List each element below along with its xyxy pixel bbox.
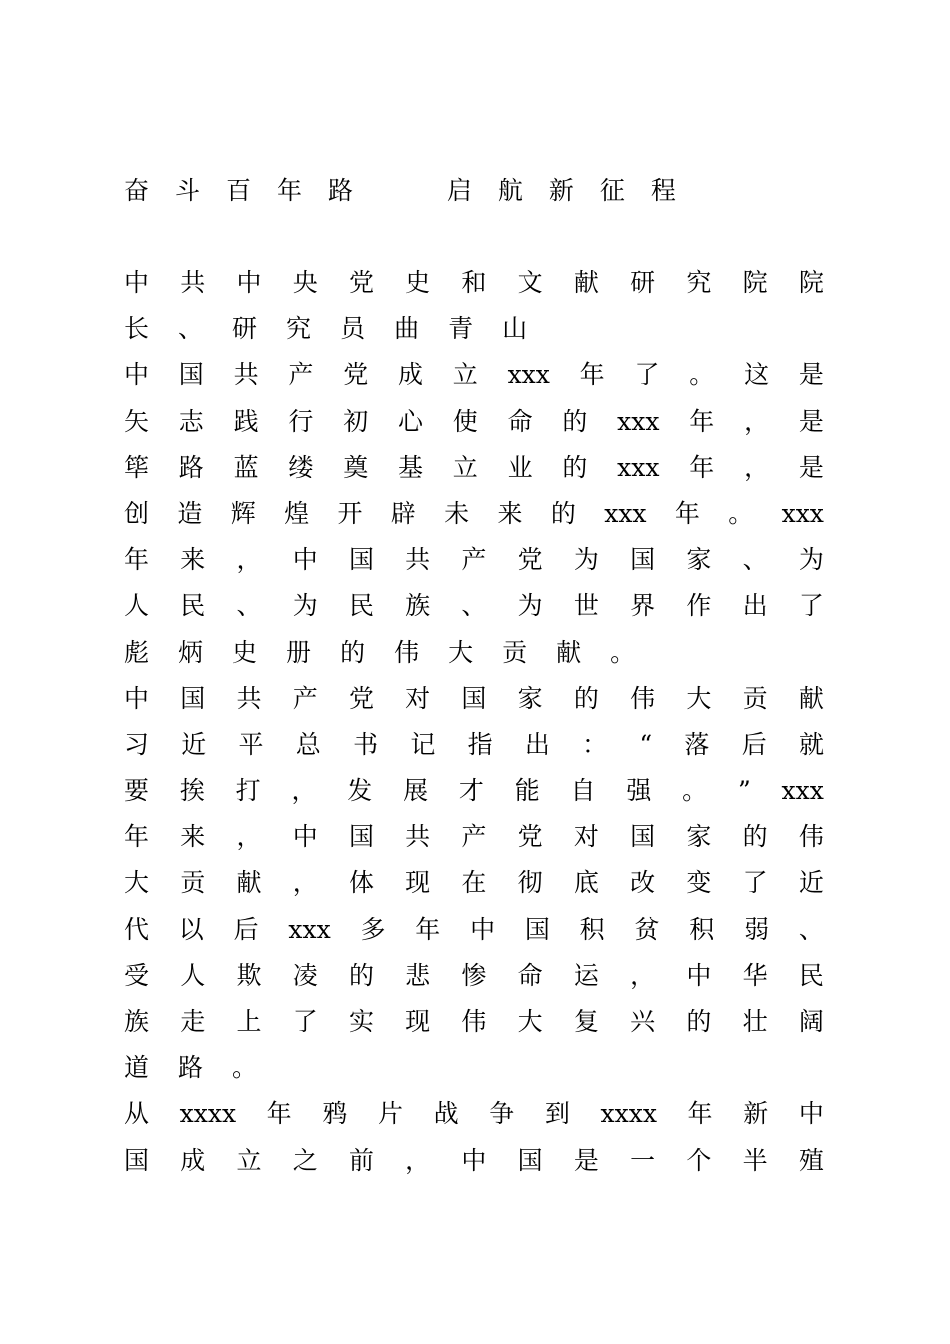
text-token: 创 <box>124 498 150 528</box>
text-token: 、 <box>798 914 824 944</box>
text-token: 是 <box>573 1145 599 1175</box>
text-token: 要 <box>124 776 150 806</box>
text-token: 走 <box>180 1007 206 1036</box>
text-token: 党 <box>517 822 543 852</box>
text-token: 的 <box>562 406 588 436</box>
text-token: 中 <box>470 914 496 944</box>
text-token: 半 <box>742 1145 768 1175</box>
text-token: 为 <box>292 591 318 621</box>
text-token: 记 <box>410 729 436 759</box>
text-token: 强 <box>626 776 652 806</box>
text-token: 家 <box>517 683 543 713</box>
text-token: 志 <box>178 406 204 436</box>
text-token: 共 <box>236 683 262 713</box>
text-token: 多 <box>360 914 386 944</box>
text-token: 。 <box>689 360 715 390</box>
text-token: 现 <box>405 868 431 898</box>
text-token: 开 <box>337 498 363 528</box>
text-token: 心 <box>397 406 423 436</box>
text-token: 家 <box>686 545 712 575</box>
text-token: 文 <box>517 268 543 297</box>
text-token: 了 <box>798 591 824 621</box>
text-token: xxx <box>288 914 331 944</box>
text-token: 党 <box>348 683 374 713</box>
text-token: 献 <box>573 268 599 297</box>
text-line <box>124 260 824 306</box>
text-token: 落 <box>684 729 710 759</box>
text-token: 从 <box>124 1099 150 1129</box>
text-line <box>124 768 824 814</box>
text-token: 贡 <box>742 683 768 713</box>
text-token: 了 <box>292 1007 318 1036</box>
text-line <box>124 999 824 1045</box>
text-token: 共 <box>405 545 431 575</box>
text-token: 国 <box>630 545 656 575</box>
text-token: 究 <box>286 314 312 344</box>
text-token: 年 <box>124 822 150 852</box>
text-token: 大 <box>517 1007 543 1036</box>
text-token: 院 <box>742 268 768 297</box>
text-line <box>124 1091 824 1137</box>
text-token: 中 <box>686 960 712 990</box>
text-token: 伟 <box>630 683 656 713</box>
text-token: 打 <box>235 776 261 806</box>
text-token: 央 <box>292 268 318 297</box>
text-token: 兴 <box>630 1007 656 1036</box>
text-token: 蓝 <box>233 452 259 482</box>
text-token: ， <box>630 960 656 990</box>
text-token: ， <box>236 545 262 575</box>
text-token: xxx <box>781 498 824 528</box>
text-token: 国 <box>524 914 550 944</box>
text-token: 、 <box>461 591 487 621</box>
text-token: 为 <box>517 591 543 621</box>
text-token: 复 <box>573 1007 599 1036</box>
text-token: 之 <box>292 1145 318 1175</box>
text-token: 年 <box>674 498 700 528</box>
text-token: 总 <box>295 729 321 759</box>
text-token: 辟 <box>390 498 416 528</box>
text-token: 和 <box>461 268 487 297</box>
text-token: 战 <box>433 1099 459 1129</box>
text-line <box>124 907 824 953</box>
text-token: 民 <box>798 960 824 990</box>
text-token: 才 <box>458 776 484 806</box>
text-token: 以 <box>178 914 204 944</box>
text-token: 国 <box>180 683 206 713</box>
text-token: 党 <box>517 545 543 575</box>
text-token: 产 <box>461 822 487 852</box>
text-line <box>124 537 824 583</box>
text-token: 伟 <box>394 637 420 667</box>
text-token: 底 <box>573 868 599 898</box>
text-token: xxxx <box>179 1099 237 1129</box>
text-token: 路 <box>178 452 204 482</box>
text-token: ， <box>236 822 262 852</box>
text-token: 华 <box>742 960 768 990</box>
text-token: 对 <box>405 683 431 713</box>
text-token: 献 <box>556 637 582 667</box>
text-token: 来 <box>180 545 206 575</box>
text-token: 年 <box>266 1099 292 1129</box>
text-token: 彻 <box>517 868 543 898</box>
text-token: 习 <box>124 729 150 759</box>
text-token: 命 <box>517 960 543 990</box>
text-token: 册 <box>286 637 312 667</box>
text-token: 国 <box>348 822 374 852</box>
text-token: 出 <box>742 591 768 621</box>
text-token: 共 <box>405 822 431 852</box>
text-token: 积 <box>689 914 715 944</box>
text-token: 积 <box>579 914 605 944</box>
text-token: 煌 <box>284 498 310 528</box>
text-token: 矢 <box>124 406 150 436</box>
text-token: 道 <box>124 1053 150 1083</box>
text-token: 自 <box>570 776 596 806</box>
text-token: 家 <box>686 822 712 852</box>
text-token: 。 <box>610 637 636 667</box>
text-token: 实 <box>348 1007 374 1036</box>
text-token: 鸦 <box>322 1099 348 1129</box>
text-token: xxx <box>617 406 660 436</box>
text-token: 体 <box>348 868 374 898</box>
text-token: 行 <box>288 406 314 436</box>
text-token: 中 <box>124 268 150 297</box>
text-token: 的 <box>562 452 588 482</box>
text-token: “ <box>639 729 653 759</box>
text-token: 贡 <box>180 868 206 898</box>
text-line <box>124 583 824 629</box>
text-token: 中 <box>798 1099 824 1129</box>
text-token: 后 <box>233 914 259 944</box>
text-token: 究 <box>686 268 712 297</box>
text-token: xxx <box>604 498 647 528</box>
text-token: 了 <box>742 868 768 898</box>
text-token: 片 <box>377 1099 403 1129</box>
text-token: xxxx <box>600 1099 657 1129</box>
text-line <box>124 630 824 676</box>
text-token: 悲 <box>405 960 431 990</box>
text-token: 展 <box>403 776 429 806</box>
text-token: 曲 <box>394 314 420 344</box>
text-token: 国 <box>348 545 374 575</box>
text-token: 年 <box>687 1099 713 1129</box>
text-token: 伟 <box>461 1007 487 1036</box>
text-line <box>124 1045 824 1091</box>
text-token: 党 <box>343 360 369 390</box>
text-token: 人 <box>180 960 206 990</box>
text-token: 界 <box>630 591 656 621</box>
text-token: 在 <box>461 868 487 898</box>
text-token: 大 <box>448 637 474 667</box>
text-token: ： <box>582 729 608 759</box>
text-line <box>124 676 824 722</box>
text-token: 中 <box>292 822 318 852</box>
text-token: 阔 <box>798 1007 824 1036</box>
text-token: xxx <box>781 776 824 806</box>
text-token: 现 <box>405 1007 431 1036</box>
title-spacer <box>124 214 824 260</box>
text-token: 代 <box>124 914 150 944</box>
text-token: 使 <box>452 406 478 436</box>
text-token: 了 <box>634 360 660 390</box>
text-token: 贡 <box>502 637 528 667</box>
text-token: 产 <box>288 360 314 390</box>
text-token: xxx <box>507 360 550 390</box>
text-token: 的 <box>742 822 768 852</box>
text-token: ， <box>292 868 318 898</box>
text-token: 欺 <box>236 960 262 990</box>
text-token: 长 <box>124 314 150 344</box>
text-token: 产 <box>292 683 318 713</box>
text-token: 贫 <box>634 914 660 944</box>
text-token: 运 <box>573 960 599 990</box>
text-token: 变 <box>686 868 712 898</box>
text-token: 发 <box>347 776 373 806</box>
text-token: 为 <box>573 545 599 575</box>
text-token: ， <box>405 1145 431 1175</box>
text-token: 这 <box>744 360 770 390</box>
text-token: 改 <box>630 868 656 898</box>
text-token: 初 <box>343 406 369 436</box>
text-token: 年 <box>689 406 715 436</box>
text-line <box>124 445 824 491</box>
text-line <box>124 399 824 445</box>
text-token: 作 <box>686 591 712 621</box>
text-token: 争 <box>489 1099 515 1129</box>
text-token: 产 <box>461 545 487 575</box>
text-token: 是 <box>798 360 824 390</box>
text-token: 出 <box>524 729 550 759</box>
text-token: 未 <box>444 498 470 528</box>
text-token: 民 <box>180 591 206 621</box>
text-token: 中 <box>124 683 150 713</box>
text-token: 共 <box>233 360 259 390</box>
text-token: 史 <box>232 637 258 667</box>
text-token: 受 <box>124 960 150 990</box>
text-token: 命 <box>507 406 533 436</box>
text-token: 共 <box>180 268 206 297</box>
text-token: 到 <box>544 1099 570 1129</box>
text-token: 伟 <box>798 822 824 852</box>
text-token: 、 <box>178 314 204 344</box>
text-token: 造 <box>177 498 203 528</box>
text-token: 中 <box>461 1145 487 1175</box>
text-token: 。 <box>682 776 708 806</box>
text-token: 山 <box>502 314 528 344</box>
text-token: 业 <box>507 452 533 482</box>
text-token: 筚 <box>124 452 150 482</box>
text-token: 凌 <box>292 960 318 990</box>
text-token: 指 <box>467 729 493 759</box>
text-token: 、 <box>742 545 768 575</box>
text-token: ， <box>291 776 317 806</box>
text-token: 路 <box>178 1053 204 1083</box>
text-token: 国 <box>630 822 656 852</box>
text-token: 来 <box>180 822 206 852</box>
text-token: 的 <box>686 1007 712 1036</box>
paragraph-lines <box>124 260 824 1184</box>
text-token: 上 <box>236 1007 262 1036</box>
text-token: 惨 <box>461 960 487 990</box>
text-token: 来 <box>497 498 523 528</box>
text-token: 族 <box>124 1007 150 1036</box>
text-token: 践 <box>233 406 259 436</box>
text-line <box>124 1138 824 1184</box>
text-token: 立 <box>452 452 478 482</box>
text-token: 彪 <box>124 637 150 667</box>
text-line <box>124 491 824 537</box>
text-line <box>124 814 824 860</box>
text-token: 中 <box>236 268 262 297</box>
text-token: 壮 <box>742 1007 768 1036</box>
text-line <box>124 722 824 768</box>
text-line <box>124 352 824 398</box>
text-token: 殖 <box>798 1145 824 1175</box>
text-token: 基 <box>397 452 423 482</box>
text-token: 国 <box>461 683 487 713</box>
document-body <box>124 168 824 1184</box>
text-token: 立 <box>452 360 478 390</box>
text-token: 中 <box>292 545 318 575</box>
text-token: 大 <box>124 868 150 898</box>
text-token: 党 <box>348 268 374 297</box>
text-token: 一 <box>630 1145 656 1175</box>
text-token: 挨 <box>179 776 205 806</box>
text-token: 国 <box>178 360 204 390</box>
text-token: 员 <box>340 314 366 344</box>
text-token: 的 <box>340 637 366 667</box>
text-token: 对 <box>573 822 599 852</box>
text-token: 新 <box>743 1099 769 1129</box>
text-token: 世 <box>573 591 599 621</box>
text-token: 炳 <box>178 637 204 667</box>
text-token: 年 <box>689 452 715 482</box>
text-token: ， <box>744 406 770 436</box>
text-token: 国 <box>517 1145 543 1175</box>
text-token: 。 <box>232 1053 258 1083</box>
text-token: 平 <box>238 729 264 759</box>
text-token: 近 <box>798 868 824 898</box>
text-token: 中 <box>124 360 150 390</box>
text-token: 书 <box>353 729 379 759</box>
text-token: 能 <box>514 776 540 806</box>
text-token: 国 <box>124 1145 150 1175</box>
text-token: 年 <box>579 360 605 390</box>
text-token: 年 <box>415 914 441 944</box>
text-token: 族 <box>405 591 431 621</box>
text-token: 近 <box>181 729 207 759</box>
text-token: 弱 <box>744 914 770 944</box>
text-token: 、 <box>236 591 262 621</box>
text-token: 个 <box>686 1145 712 1175</box>
text-token: 院 <box>798 268 824 297</box>
text-token: xxx <box>617 452 660 482</box>
text-token: 是 <box>798 452 824 482</box>
text-token: 成 <box>397 360 423 390</box>
text-line <box>124 860 824 906</box>
text-token: 研 <box>232 314 258 344</box>
text-token: 奠 <box>343 452 369 482</box>
text-token: 就 <box>798 729 824 759</box>
text-token: 为 <box>798 545 824 575</box>
text-token: ， <box>744 452 770 482</box>
text-token: 献 <box>798 683 824 713</box>
text-token: 的 <box>573 683 599 713</box>
text-token: 后 <box>741 729 767 759</box>
text-token: 前 <box>348 1145 374 1175</box>
text-token: 大 <box>686 683 712 713</box>
text-token: 。 <box>728 498 754 528</box>
text-token: 辉 <box>230 498 256 528</box>
text-token: 献 <box>236 868 262 898</box>
document-title: 奋斗百年路 启航新征程 <box>124 176 702 205</box>
text-token: 民 <box>348 591 374 621</box>
text-token: 是 <box>798 406 824 436</box>
text-line <box>124 953 824 999</box>
text-token: 的 <box>348 960 374 990</box>
text-token: 研 <box>630 268 656 297</box>
text-token: 的 <box>550 498 576 528</box>
text-token: ” <box>737 776 751 806</box>
text-token: 成 <box>180 1145 206 1175</box>
text-token: 年 <box>124 545 150 575</box>
text-token: 人 <box>124 591 150 621</box>
text-token: 缕 <box>288 452 314 482</box>
text-token: 史 <box>405 268 431 297</box>
text-token: 青 <box>448 314 474 344</box>
text-line <box>124 306 824 352</box>
text-token: 立 <box>236 1145 262 1175</box>
